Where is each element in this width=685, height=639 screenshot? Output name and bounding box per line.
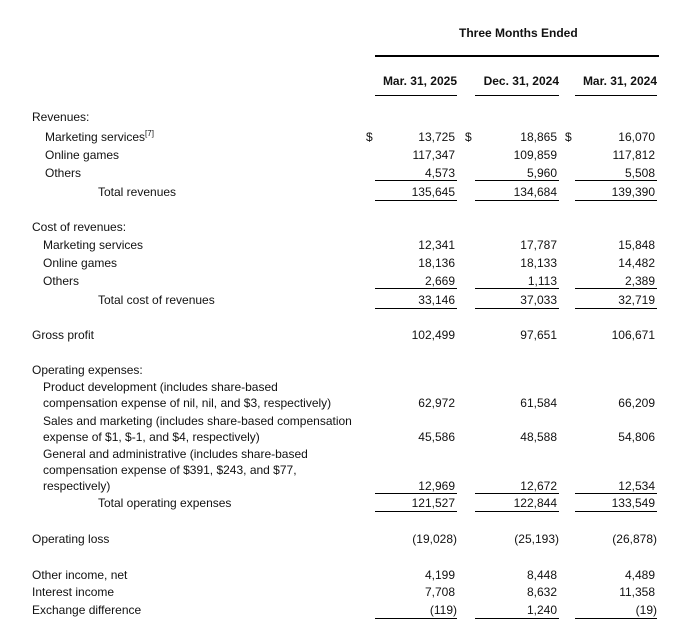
value-cell: 54,806 <box>618 430 655 444</box>
value-cell: (19) <box>635 603 657 617</box>
value-cell: 109,859 <box>513 148 557 162</box>
value-cell: 13,725 <box>418 130 455 144</box>
row-label-exchange-difference: Exchange difference <box>32 603 142 617</box>
value-cell: 32,719 <box>618 293 655 307</box>
row-label-general-admin-line2: compensation expense of $391, $243, and $77, <box>43 463 297 477</box>
opex-section-title: Operating expenses: <box>32 363 143 377</box>
value-cell: 8,632 <box>526 585 557 599</box>
row-label-revenue-others: Others <box>45 166 82 180</box>
row-label-product-development-line2: compensation expense of nil, nil, and $3, respectively) <box>43 396 332 410</box>
subtotal-rule <box>575 618 657 619</box>
value-cell: 4,489 <box>624 568 655 582</box>
value-cell: 2,389 <box>624 274 655 288</box>
total-rule <box>375 511 457 512</box>
row-label-revenue-online-games: Online games <box>45 148 120 162</box>
currency-symbol: $ <box>366 130 373 144</box>
subtotal-rule <box>575 180 657 181</box>
row-label-gross-profit: Gross profit <box>32 328 95 342</box>
value-cell: 106,671 <box>611 328 655 342</box>
subtotal-rule <box>375 493 457 494</box>
value-cell: (25,193) <box>514 532 559 546</box>
currency-symbol: $ <box>565 130 572 144</box>
value-cell: 16,070 <box>618 130 655 144</box>
value-cell: 18,136 <box>418 256 455 270</box>
row-label-operating-loss: Operating loss <box>32 532 110 546</box>
value-cell: 8,448 <box>526 568 557 582</box>
header-underline-1 <box>375 95 457 96</box>
value-cell: 14,482 <box>618 256 655 270</box>
value-cell: 102,499 <box>411 328 455 342</box>
value-cell: 117,347 <box>412 148 455 162</box>
total-rule <box>575 200 657 201</box>
revenues-section-title: Revenues: <box>32 110 90 124</box>
value-cell: 133,549 <box>611 496 655 510</box>
value-cell: 48,588 <box>520 430 557 444</box>
value-cell: 33,146 <box>418 293 455 307</box>
subtotal-rule <box>375 288 457 289</box>
footnote-marker: [7] <box>145 129 154 138</box>
subtotal-rule <box>575 288 657 289</box>
value-cell: 7,708 <box>424 585 455 599</box>
subtotal-rule <box>575 493 657 494</box>
value-cell: (119) <box>429 603 457 617</box>
row-label-general-admin-line1: General and administrative (includes share-based <box>43 447 308 461</box>
value-cell: 135,645 <box>411 185 455 199</box>
value-cell: 122,844 <box>513 496 557 510</box>
row-label-total-revenues: Total revenues <box>98 185 177 199</box>
value-cell: 12,341 <box>418 238 455 252</box>
value-cell: 5,960 <box>526 166 557 180</box>
subtotal-rule <box>475 493 559 494</box>
row-label-cost-others: Others <box>43 274 80 288</box>
total-rule <box>475 200 559 201</box>
value-cell: 2,669 <box>424 274 455 288</box>
value-cell: 139,390 <box>611 185 655 199</box>
total-rule <box>475 308 559 309</box>
cost-section-title: Cost of revenues: <box>32 220 127 234</box>
column-header-mar-2024: Mar. 31, 2024 <box>582 74 657 88</box>
value-cell: 1,113 <box>527 274 557 288</box>
value-cell: 4,573 <box>424 166 455 180</box>
value-cell: 17,787 <box>520 238 557 252</box>
subtotal-rule <box>475 180 559 181</box>
value-cell: 1,240 <box>526 603 557 617</box>
value-cell: 62,972 <box>418 396 455 410</box>
row-label-other-income: Other income, net <box>32 568 128 582</box>
row-label-total-cost: Total cost of revenues <box>98 293 215 307</box>
header-underline-2 <box>475 95 559 96</box>
column-header-mar-2025: Mar. 31, 2025 <box>382 74 457 88</box>
value-cell: 121,527 <box>411 496 455 510</box>
value-cell: 37,033 <box>520 293 557 307</box>
value-cell: 12,672 <box>520 479 557 493</box>
value-cell: 66,209 <box>618 396 655 410</box>
value-cell: 45,586 <box>418 430 455 444</box>
value-cell: 4,199 <box>424 568 455 582</box>
value-cell: 15,848 <box>618 238 655 252</box>
total-rule <box>575 308 657 309</box>
row-label-revenue-marketing: Marketing services[7] <box>45 129 154 144</box>
subtotal-rule <box>475 288 559 289</box>
period-group-header: Three Months Ended <box>459 26 578 40</box>
row-label-cost-marketing: Marketing services <box>43 238 144 252</box>
value-cell: 117,812 <box>612 148 655 162</box>
currency-symbol: $ <box>465 130 472 144</box>
value-cell: (26,878) <box>612 532 657 546</box>
total-rule <box>475 511 559 512</box>
value-cell: (19,028) <box>412 532 457 546</box>
row-label-sales-marketing-line2: expense of $1, $-1, and $4, respectively) <box>43 430 260 444</box>
value-cell: 18,133 <box>520 256 557 270</box>
header-rule <box>375 55 659 57</box>
total-rule <box>375 200 457 201</box>
value-cell: 11,358 <box>619 585 655 599</box>
subtotal-rule <box>375 618 457 619</box>
row-label-general-admin-line3: respectively) <box>43 479 111 493</box>
row-label-total-opex: Total operating expenses <box>98 496 232 510</box>
row-label-cost-online-games: Online games <box>43 256 118 270</box>
value-cell: 5,508 <box>624 166 655 180</box>
total-rule <box>575 511 657 512</box>
row-label-sales-marketing-line1: Sales and marketing (includes share-based compensation <box>43 414 352 428</box>
row-label-product-development-line1: Product development (includes share-based <box>43 380 278 394</box>
header-underline-3 <box>575 95 657 96</box>
value-cell: 18,865 <box>520 130 557 144</box>
value-cell: 134,684 <box>513 185 557 199</box>
subtotal-rule <box>475 618 559 619</box>
column-header-dec-2024: Dec. 31, 2024 <box>483 74 559 88</box>
value-cell: 61,584 <box>520 396 557 410</box>
value-cell: 12,534 <box>618 479 655 493</box>
row-label-interest-income: Interest income <box>32 585 115 599</box>
subtotal-rule <box>375 180 457 181</box>
value-cell: 12,969 <box>418 479 455 493</box>
value-cell: 97,651 <box>520 328 557 342</box>
total-rule <box>375 308 457 309</box>
